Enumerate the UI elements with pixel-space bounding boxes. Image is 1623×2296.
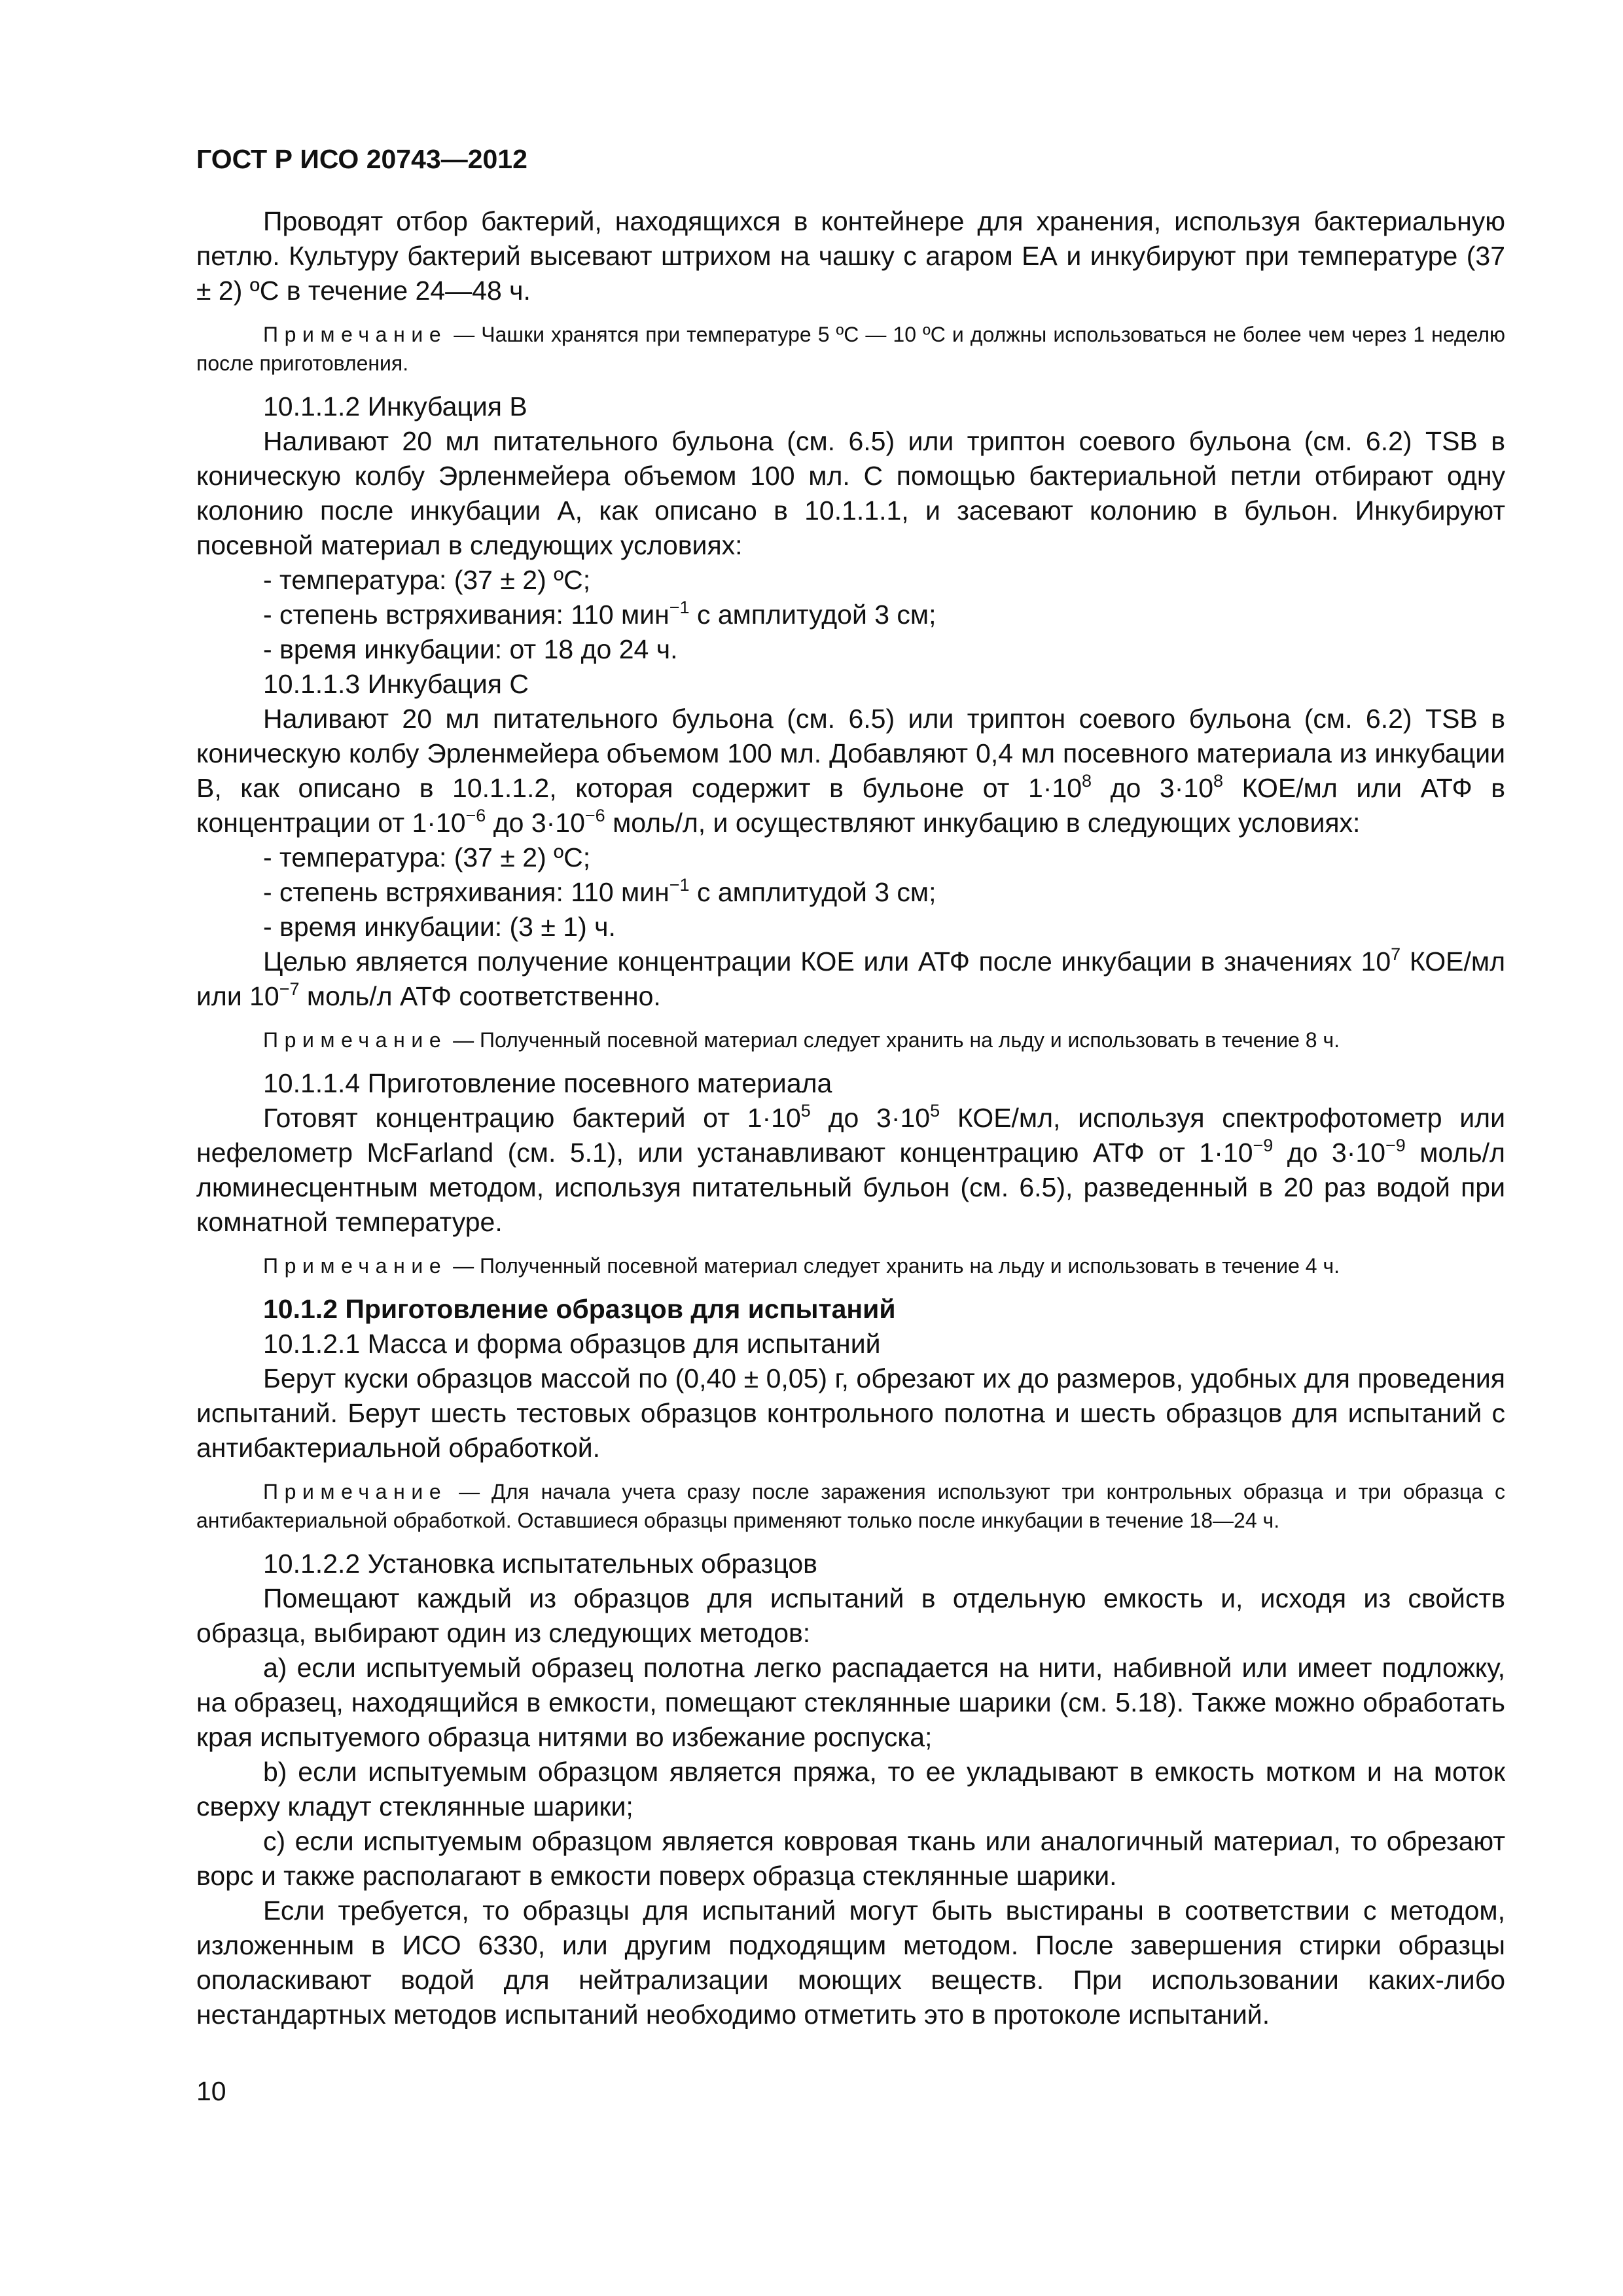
heading-1012: 10.1.2 Приготовление образцов для испытаний: [263, 1294, 896, 1324]
heading-10122: 10.1.2.2 Установка испытательных образцов: [263, 1549, 817, 1579]
note-label: Примечание: [263, 1254, 448, 1278]
superscript: −9: [1253, 1136, 1274, 1155]
note-2: [196, 1026, 1505, 1054]
note-label: Примечание: [263, 323, 448, 346]
paragraph-goal: [196, 944, 1505, 1014]
superscript: −7: [279, 979, 300, 999]
text-run: - степень встряхивания: 110 мин: [263, 600, 669, 630]
text-run: моль/л люминесцентным методом, используя питательный бульон (см. 6.5), разведенный в 20 раз водой при комнатной температуре.: [196, 1138, 1505, 1237]
list-item: - время инкубации: от 18 до 24 ч.: [263, 634, 678, 664]
text-run: Целью является получение концентрации КОЕ или АТФ после инкубации в значениях 10: [263, 946, 1391, 977]
list-item-b: b) если испытуемым образцом является пряжа, то ее укладывают в емкость мотком и на моток сверху кладут стеклянные шарики;: [196, 1757, 1505, 1821]
paragraph-washing: Если требуется, то образцы для испытаний могут быть выстираны в соответствии с методом, изложенным в ИСО 6330, или другим подходящим методом. После завершения стирки образцы ополаскивают водой для нейтрализации моющих веществ. При использовании каких-либо нестандартных методов испытаний необходимо отметить это в протоколе испытаний.: [196, 1895, 1505, 2030]
note-label: Примечание: [263, 1480, 448, 1503]
note-text: — Полученный посевной материал следует хранить на льду и использовать в течение 4 ч.: [447, 1254, 1340, 1278]
text-run: КОЕ/мл или АТФ в концентрации от 1·10: [196, 773, 1505, 838]
text-run: Готовят концентрацию бактерий от 1·10: [263, 1103, 801, 1133]
superscript: 7: [1391, 944, 1401, 964]
list-item-a: a) если испытуемый образец полотна легко распадается на нити, набивной или имеет подложку, на образец, находящийся в емкости, помещают стеклянные шарики (см. 5.18). Также можно обработать края испытуемого образца нитями во избежание роспуска;: [196, 1653, 1505, 1752]
note-1: [196, 320, 1505, 378]
paragraph-10112: Наливают 20 мл питательного бульона (см. 6.5) или триптон соевого бульона (см. 6.2) TSB в коническую колбу Эрленмейера объемом 100 мл. С помощью бактериальной петли отбирают одну колонию после инкубации А, как описано в 10.1.1.1, и засевают колонию в бульон. Инкубируют посевной материал в следующих условиях:: [196, 426, 1505, 560]
paragraph-10114: [196, 1101, 1505, 1240]
text-run: до 3·10: [810, 1103, 931, 1133]
note-3: [196, 1251, 1505, 1280]
superscript: 5: [930, 1101, 940, 1121]
heading-10112: 10.1.1.2 Инкубация В: [263, 391, 527, 422]
note-text: — Для начала учета сразу после заражения используют три контрольных образца и три образца с антибактериальной обработкой. Оставшиеся образцы применяют только после инкубации в течение 18—24 ч.: [196, 1480, 1505, 1532]
document-header: ГОСТ Р ИСО 20743—2012: [196, 144, 527, 174]
superscript: 8: [1082, 771, 1092, 791]
list-item-c: c) если испытуемым образцом является ковровая ткань или аналогичный материал, то обрезают ворс и также располагают в емкости поверх образца стеклянные шарики.: [196, 1826, 1505, 1891]
text-run: КОЕ/мл, используя спектрофотометр или нефелометр McFarland (см. 5.1), или устанавливают концентрацию АТФ от 1·10: [196, 1103, 1506, 1168]
list-item: - температура: (37 ± 2) ºС;: [263, 565, 591, 595]
superscript: −9: [1385, 1136, 1406, 1155]
superscript: −1: [669, 598, 690, 617]
text-run: до 3·10: [486, 808, 585, 838]
list-item: [196, 598, 1505, 632]
list-item: - температура: (37 ± 2) ºС;: [263, 842, 591, 872]
superscript: 8: [1213, 771, 1224, 791]
paragraph-10122: Помещают каждый из образцов для испытаний в отдельную емкость и, исходя из свойств образца, выбирают один из следующих методов:: [196, 1583, 1505, 1648]
page-number: 10: [196, 2076, 226, 2106]
list-item: - время инкубации: (3 ± 1) ч.: [263, 912, 616, 942]
note-label: Примечание: [263, 1028, 448, 1052]
superscript: −1: [669, 875, 690, 895]
text-run: моль/л, и осуществляют инкубацию в следующих условиях:: [605, 808, 1361, 838]
text-run: КОЕ/мл или 10: [196, 946, 1505, 1011]
note-text: — Чашки хранятся при температуре 5 ºС — 10 ºС и должны использоваться не более чем через 1 неделю после приготовления.: [196, 323, 1505, 375]
paragraph-incubation-a-cont: Проводят отбор бактерий, находящихся в контейнере для хранения, используя бактериальную петлю. Культуру бактерий высевают штрихом на чашку с агаром ЕА и инкубируют при температуре (37 ± 2) ºС в течение 24—48 ч.: [196, 206, 1505, 306]
text-run: с амплитудой 3 см;: [689, 877, 936, 907]
text-run: до 3·10: [1092, 773, 1213, 803]
heading-10113: 10.1.1.3 Инкубация С: [263, 669, 529, 699]
note-4: [196, 1477, 1505, 1535]
heading-10114: 10.1.1.4 Приготовление посевного материала: [263, 1068, 832, 1098]
superscript: 5: [800, 1101, 811, 1121]
paragraph-10113: [196, 702, 1505, 840]
heading-10121: 10.1.2.1 Масса и форма образцов для испытаний: [263, 1329, 881, 1359]
list-item: [196, 875, 1505, 910]
document-page: [196, 143, 1505, 2198]
text-run: Наливают 20 мл питательного бульона (см. 6.5) или триптон соевого бульона (см. 6.2) TSB в коническую колбу Эрленмейера объемом 100 мл. Добавляют 0,4 мл посевного материала из инкубации В, как описано в 10.1.1.2, которая содержит в бульоне от 1·10: [196, 704, 1505, 803]
text-run: - степень встряхивания: 110 мин: [263, 877, 669, 907]
note-text: — Полученный посевной материал следует хранить на льду и использовать в течение 8 ч.: [447, 1028, 1340, 1052]
superscript: −6: [584, 806, 605, 825]
text-run: моль/л АТФ соответственно.: [299, 981, 661, 1011]
paragraph-10121: Берут куски образцов массой по (0,40 ± 0,05) г, обрезают их до размеров, удобных для проведения испытаний. Берут шесть тестовых образцов контрольного полотна и шесть образцов для испытаний с антибактериальной обработкой.: [196, 1363, 1505, 1463]
text-run: до 3·10: [1273, 1138, 1386, 1168]
superscript: −6: [465, 806, 486, 825]
text-run: с амплитудой 3 см;: [689, 600, 936, 630]
